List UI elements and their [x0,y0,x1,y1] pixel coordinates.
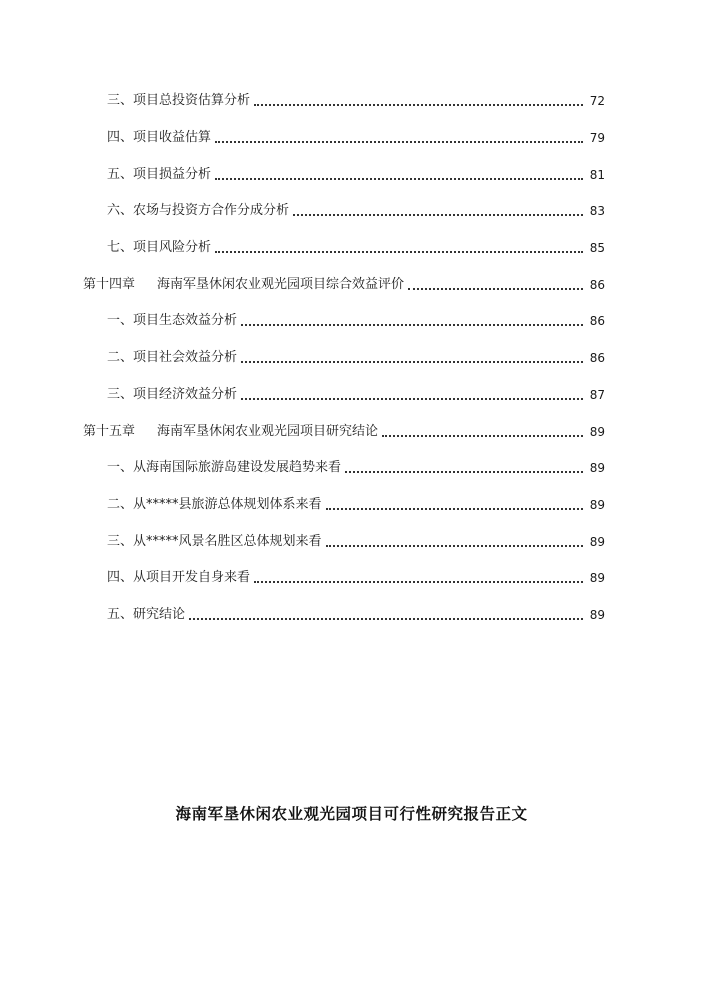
toc-dot-leader [215,167,583,183]
toc-page-number: 89 [589,461,605,476]
toc-entry-title: 五、研究结论 [107,606,186,622]
toc-dot-leader [408,277,583,293]
toc-entry-title: 三、从*****风景名胜区总体规划来看 [107,533,322,549]
toc-entry[interactable] [83,120,605,157]
toc-dot-leader [215,240,583,256]
toc-entry-title: 五、项目损益分析 [107,166,212,182]
toc-dot-leader [326,497,583,513]
toc-entry-title: 一、项目生态效益分析 [107,313,238,329]
toc-page-number: 79 [589,131,605,146]
toc-page-number: 86 [589,314,605,329]
toc-chapter-label: 第十四章 [83,276,136,292]
toc-dot-leader [382,424,583,440]
toc-dot-leader [189,607,583,623]
toc-dot-leader [345,460,583,476]
toc-entry-title: 三、项目经济效益分析 [107,386,238,402]
toc-entry[interactable] [83,193,605,230]
toc-chapter-entry[interactable] [83,413,605,450]
toc-page-number: 89 [589,571,605,586]
toc-entry[interactable] [83,560,605,597]
table-of-contents [83,83,605,633]
toc-entry[interactable] [83,156,605,193]
toc-entry[interactable] [83,450,605,487]
toc-chapter-entry[interactable] [83,266,605,303]
toc-page-number: 85 [589,241,605,256]
report-main-title: 海南军垦休闲农业观光园项目可行性研究报告正文 [175,804,528,823]
toc-page-number: 86 [589,351,605,366]
toc-entry[interactable] [83,377,605,414]
toc-page-number: 83 [589,204,605,219]
toc-dot-leader [215,130,583,146]
toc-entry-title: 七、项目风险分析 [107,240,212,256]
toc-page-number: 72 [589,94,605,109]
toc-dot-leader [293,203,583,219]
toc-entry-title: 一、从海南国际旅游岛建设发展趋势来看 [107,460,342,476]
toc-page-number: 89 [589,497,605,512]
toc-page-number: 89 [589,607,605,622]
toc-entry[interactable] [83,230,605,267]
toc-page-number: 89 [589,424,605,439]
toc-chapter-label: 第十五章 [83,423,136,439]
toc-chapter-title: 海南军垦休闲农业观光园项目综合效益评价 [157,276,405,292]
toc-entry-title: 六、农场与投资方合作分成分析 [107,203,290,219]
toc-chapter-title: 海南军垦休闲农业观光园项目研究结论 [157,423,379,439]
toc-entry[interactable] [83,83,605,120]
toc-dot-leader [241,387,583,403]
toc-dot-leader [254,93,583,109]
toc-dot-leader [241,350,583,366]
toc-page-number: 89 [589,534,605,549]
toc-entry[interactable] [83,523,605,560]
toc-entry[interactable] [83,340,605,377]
toc-entry-title: 四、项目收益估算 [107,130,212,146]
toc-dot-leader [254,570,583,586]
toc-dot-leader [241,313,583,329]
toc-entry-title: 二、项目社会效益分析 [107,350,238,366]
toc-page-number: 81 [589,167,605,182]
toc-entry[interactable] [83,487,605,524]
toc-entry-title: 三、项目总投资估算分析 [107,93,251,109]
toc-entry-title: 二、从*****县旅游总体规划体系来看 [107,496,322,512]
toc-entry-title: 四、从项目开发自身来看 [107,570,251,586]
toc-dot-leader [326,534,583,550]
toc-entry[interactable] [83,303,605,340]
toc-page-number: 86 [589,277,605,292]
toc-page-number: 87 [589,387,605,402]
toc-entry[interactable] [83,597,605,634]
